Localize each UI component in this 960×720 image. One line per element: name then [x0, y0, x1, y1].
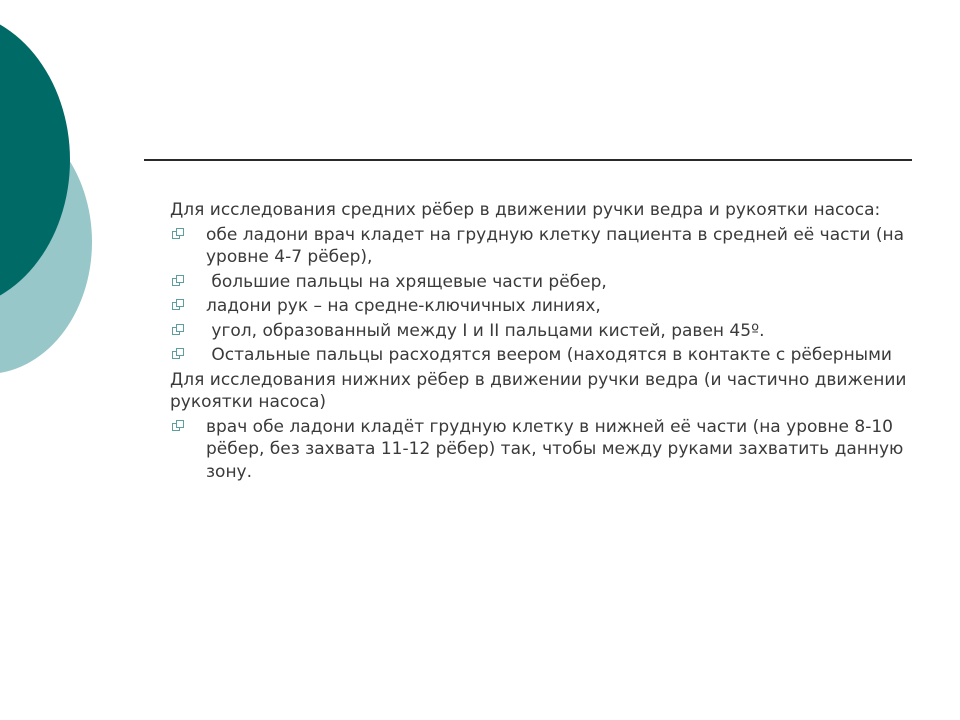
square-bullet-icon	[172, 228, 184, 240]
square-bullet-icon	[172, 275, 184, 287]
bullet-item	[170, 344, 910, 367]
bullet-text: ладони рук – на средне-ключичных линиях,	[206, 296, 601, 316]
intro-paragraph-lower-ribs: Для исследования нижних рёбер в движении ручки ведра (и частично движении рукоятки насоса)	[170, 369, 907, 412]
bullet-item	[170, 320, 910, 343]
square-bullet-icon	[172, 420, 184, 432]
square-bullet-icon	[172, 348, 184, 360]
bullet-text: Остальные пальцы расходятся веером (находятся в контакте с рёберными	[206, 345, 892, 365]
bullet-text: большие пальцы на хрящевые части рёбер,	[206, 271, 607, 292]
bullet-item	[170, 224, 910, 269]
title-divider	[144, 159, 912, 161]
intro-paragraph-middle-ribs: Для исследования средних рёбер в движении ручки ведра и рукоятки насоса:	[170, 200, 881, 220]
square-bullet-icon	[172, 299, 184, 311]
bullet-text: врач обе ладони кладёт грудную клетку в нижней её части (на уровне 8-10 рёбер, без захвата 11-12 рёбер) так, чтобы между руками захватить данную зону.	[206, 416, 904, 482]
bullet-item	[170, 416, 910, 484]
square-bullet-icon	[172, 324, 184, 336]
bullet-item	[170, 295, 910, 318]
bullet-text: обе ладони врач кладет на грудную клетку пациента в средней её части (на уровне 4-7 рёбер),	[206, 224, 904, 267]
bullet-text: угол, образованный между I и II пальцами кистей, равен 45º.	[206, 320, 765, 341]
slide-body	[170, 199, 910, 485]
bullet-item	[170, 271, 910, 294]
